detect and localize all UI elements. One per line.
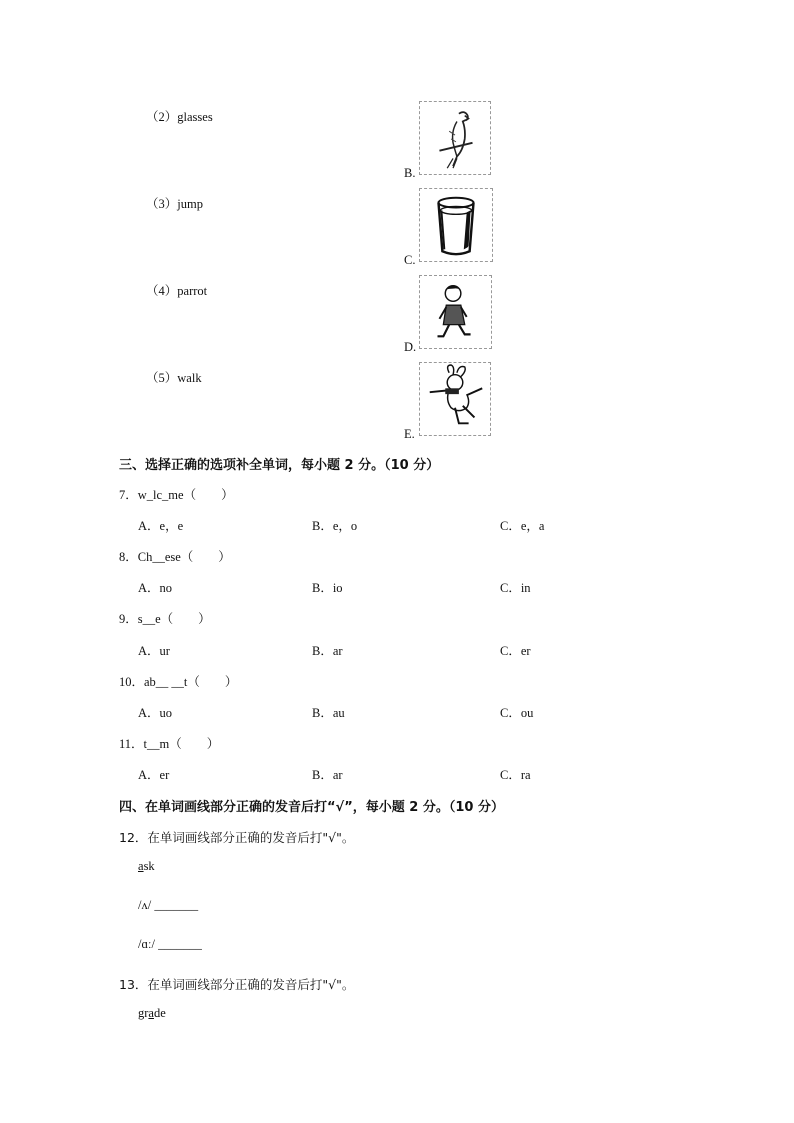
question-10-option-b: B．au: [312, 706, 345, 720]
underlined-letter: a: [148, 1006, 154, 1020]
question-11-option-c: C．ra: [500, 768, 531, 782]
question-7-option-c: C．e，a: [500, 519, 545, 533]
match-item-word: parrot: [177, 284, 208, 298]
question-7-stem: 7．w_lc_me（ ）: [119, 488, 234, 502]
question-10-option-a: A．uo: [138, 706, 173, 720]
question-12-word: [138, 859, 155, 874]
match-item-3: [146, 194, 203, 212]
question-7-option-b: B．e，o: [312, 519, 358, 533]
question-13-stem: 13．在单词画线部分正确的发音后打"√"。: [119, 977, 355, 992]
question-13-word: [138, 1006, 166, 1021]
question-9-option-b: B．ar: [312, 644, 343, 658]
picture-letter-d: D.: [404, 340, 417, 354]
question-8-option-c: C．in: [500, 581, 531, 595]
picture-letter-b: B.: [404, 166, 416, 180]
match-item-word: jump: [177, 197, 203, 211]
question-9-option-a: A．ur: [138, 644, 170, 658]
word-pre: gr: [138, 1006, 149, 1020]
question-12-stem: 12．在单词画线部分正确的发音后打"√"。: [119, 830, 355, 845]
question-8-option-b: B．io: [312, 581, 343, 595]
parrot-icon: [419, 101, 491, 175]
question-9-option-c: C．er: [500, 644, 531, 658]
underlined-letter: a: [138, 859, 144, 873]
picture-letter-e: E.: [404, 427, 415, 441]
match-item-4: [146, 281, 207, 299]
phonetic-option-2[interactable]: /ɑː/ _______: [138, 937, 202, 951]
question-11-stem: 11．t__m（ ）: [119, 737, 220, 751]
question-11-option-a: A．er: [138, 768, 170, 782]
section-3-title: 三、选择正确的选项补全单词，每小题 2 分。（10 分）: [119, 458, 440, 473]
question-8-stem: 8．Ch__ese（ ）: [119, 550, 231, 564]
match-item-number: （3）: [146, 197, 178, 211]
match-item-2: [146, 107, 213, 125]
glass-of-water-icon: [419, 188, 493, 262]
question-7-option-a: A．e，e: [138, 519, 184, 533]
match-item-word: glasses: [177, 110, 213, 124]
section-4-title: 四、在单词画线部分正确的发音后打“√”，每小题 2 分。（10 分）: [119, 800, 504, 815]
picture-letter-c: C.: [404, 253, 416, 267]
match-item-number: （2）: [146, 110, 178, 124]
word-rest: sk: [143, 859, 155, 873]
word-rest: de: [153, 1006, 166, 1020]
phonetic-option-1[interactable]: /ʌ/ _______: [138, 898, 199, 912]
question-10-stem: 10．ab__ __t（ ）: [119, 675, 238, 689]
question-10-option-c: C．ou: [500, 706, 534, 720]
question-9-stem: 9．s__e（ ）: [119, 612, 211, 626]
question-8-option-a: A．no: [138, 581, 173, 595]
walking-boy-icon: [419, 275, 492, 349]
match-item-word: walk: [177, 371, 202, 385]
jumping-rabbit-icon: [419, 362, 491, 436]
match-item-number: （5）: [146, 371, 178, 385]
match-item-5: [146, 368, 202, 386]
question-11-option-b: B．ar: [312, 768, 343, 782]
match-item-number: （4）: [146, 284, 178, 298]
